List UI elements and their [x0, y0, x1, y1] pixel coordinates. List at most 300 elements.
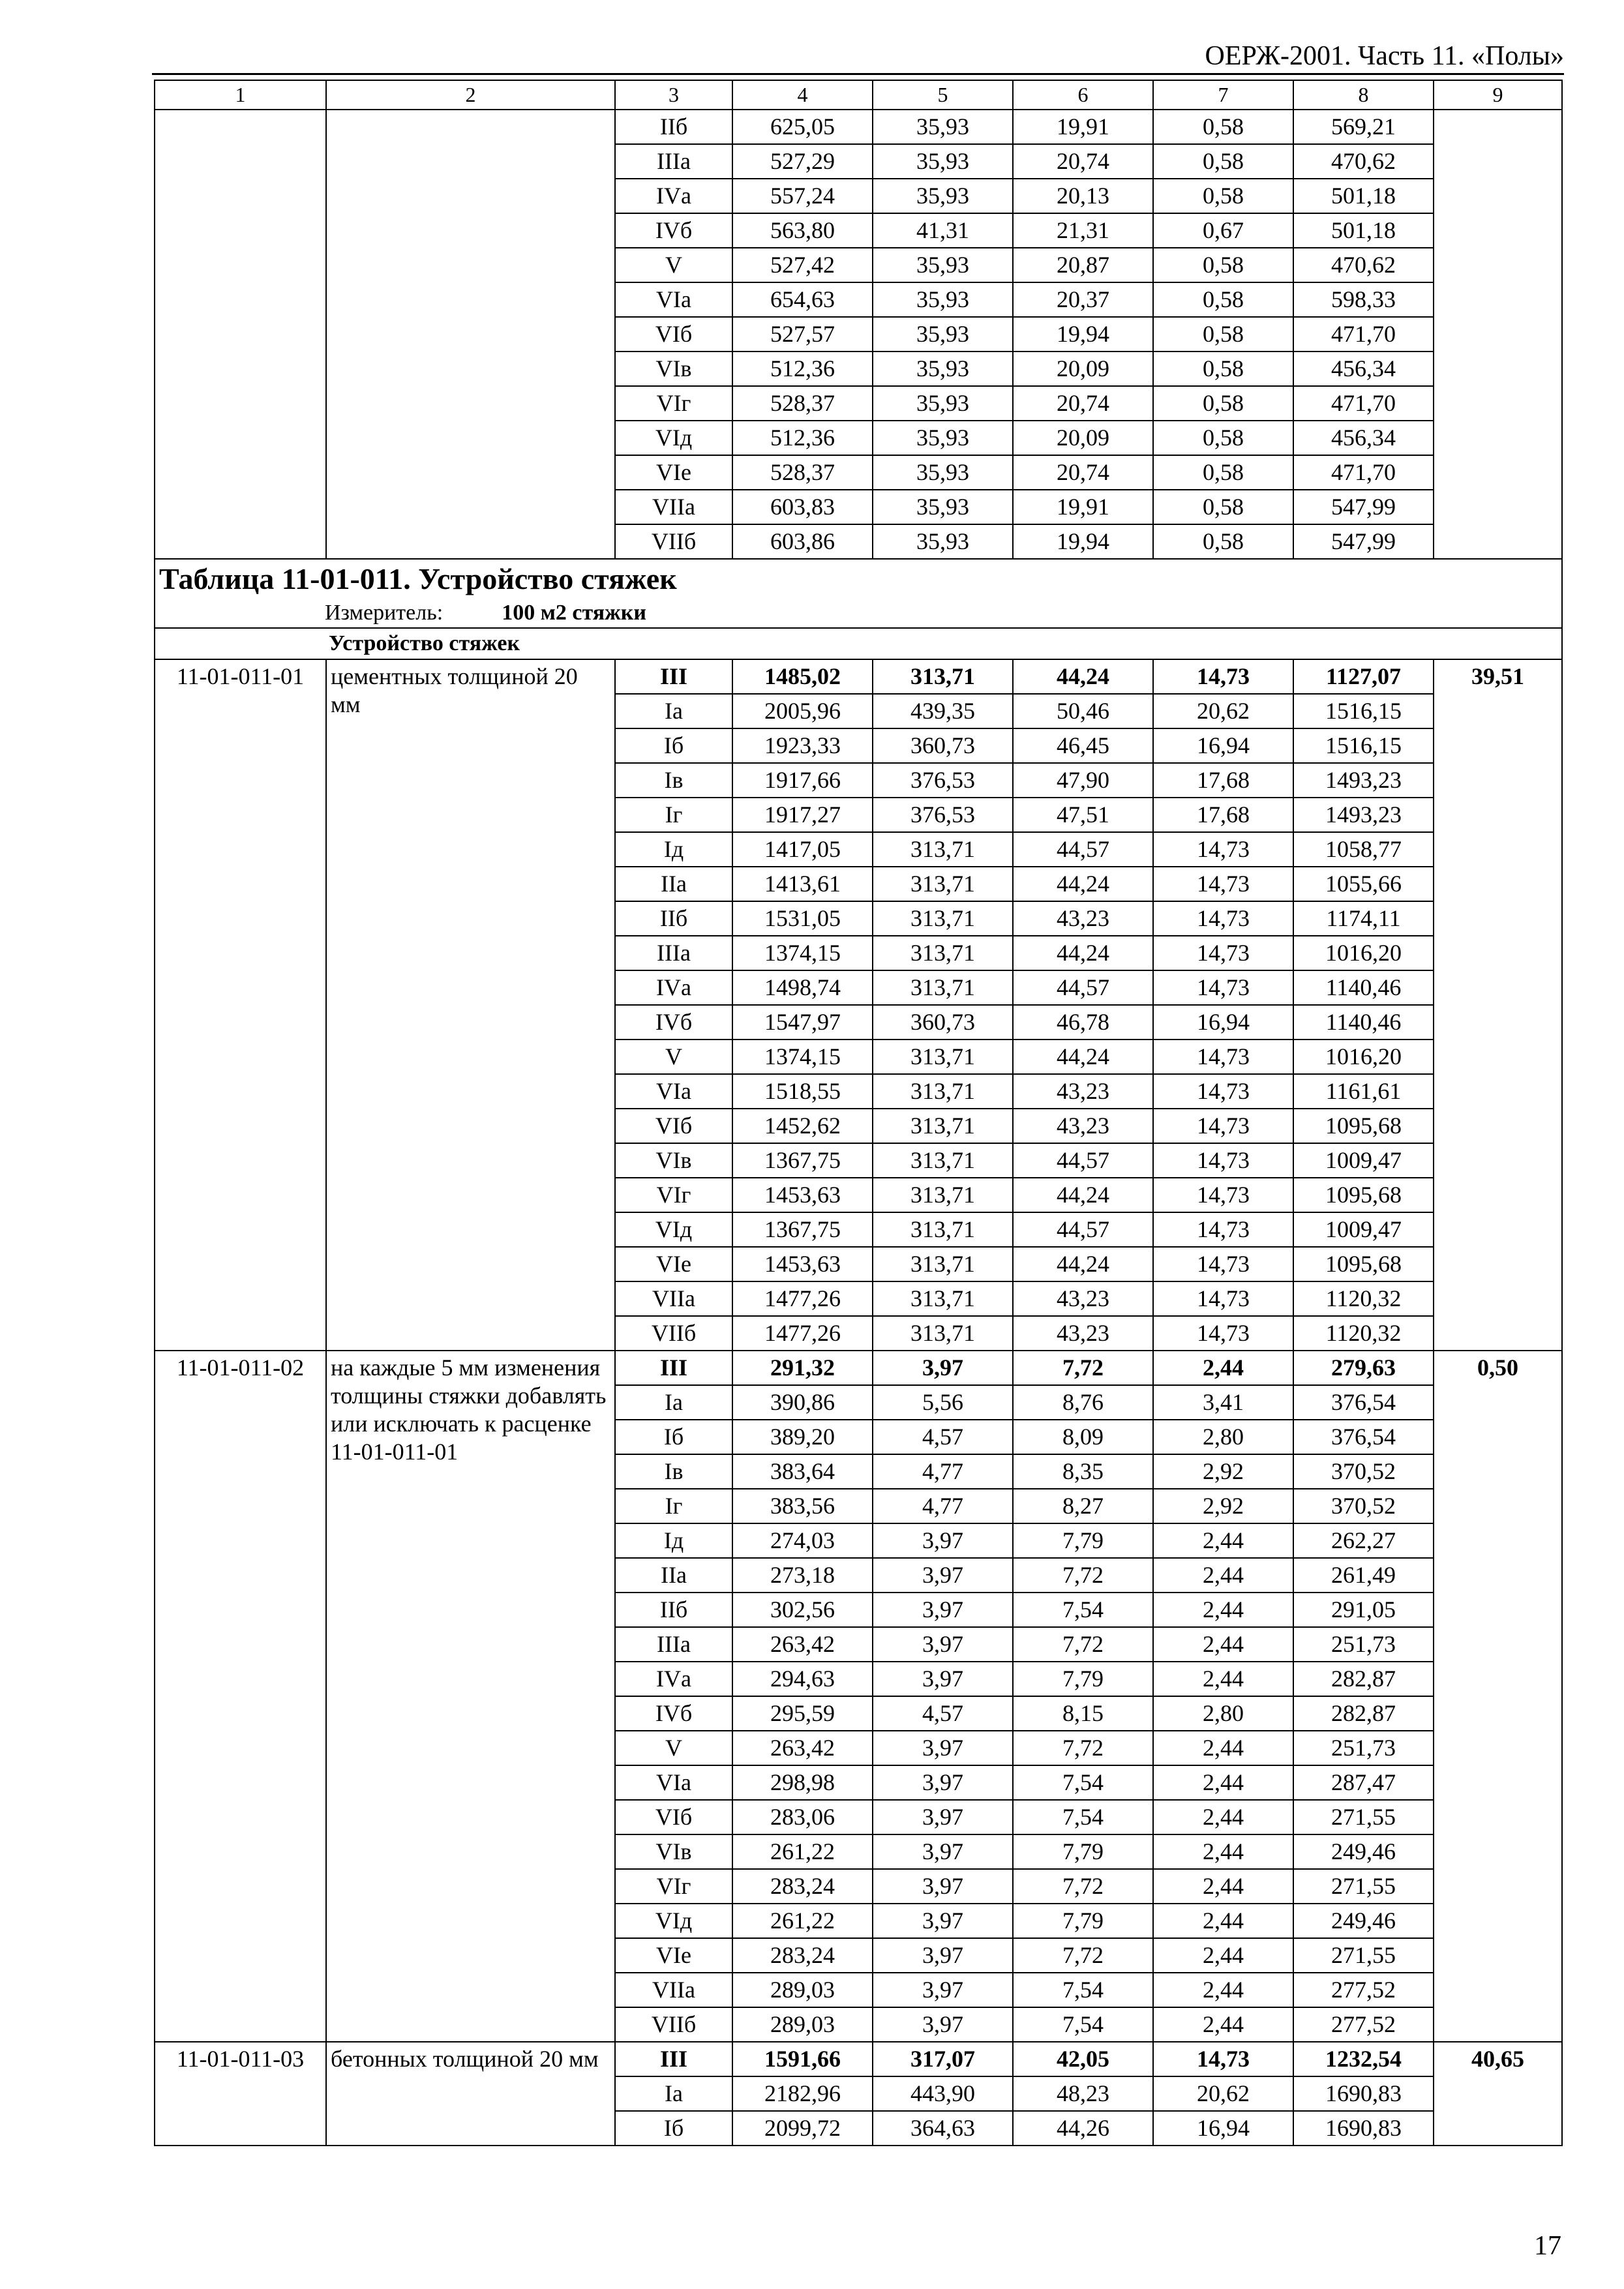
value-cell: 14,73	[1153, 659, 1293, 694]
value-cell: 7,72	[1013, 1731, 1153, 1765]
value-cell: 8,15	[1013, 1696, 1153, 1731]
value-cell: 1498,74	[732, 970, 873, 1005]
value-cell: 20,09	[1013, 421, 1153, 455]
zone-cell: VIа	[615, 1765, 732, 1800]
value-cell: 0,58	[1153, 144, 1293, 179]
value-cell: 2,44	[1153, 1869, 1293, 1904]
value-cell: 35,93	[873, 248, 1013, 282]
value-cell: 283,06	[732, 1800, 873, 1834]
value-cell: 1374,15	[732, 1040, 873, 1074]
rate-code: 11-01-011-03	[155, 2042, 326, 2146]
value-cell: 654,63	[732, 282, 873, 317]
value-cell: 14,73	[1153, 1074, 1293, 1109]
value-cell: 0,58	[1153, 455, 1293, 490]
value-cell: 364,63	[873, 2111, 1013, 2146]
value-cell: 456,34	[1293, 352, 1434, 386]
value-cell: 287,47	[1293, 1765, 1434, 1800]
zone-cell: VIIа	[615, 490, 732, 524]
column-number-row	[155, 80, 1562, 110]
value-cell: 1493,23	[1293, 763, 1434, 798]
value-cell: 1095,68	[1293, 1109, 1434, 1143]
value-cell: 20,09	[1013, 352, 1153, 386]
value-cell: 313,71	[873, 1281, 1013, 1316]
running-header: ОЕРЖ-2001. Часть 11. «Полы»	[1205, 41, 1564, 71]
column-number: 6	[1013, 80, 1153, 110]
value-cell: 35,93	[873, 317, 1013, 352]
value-cell: 283,24	[732, 1938, 873, 1973]
value-cell: 47,51	[1013, 798, 1153, 832]
value-cell: 1095,68	[1293, 1247, 1434, 1281]
value-cell: 563,80	[732, 213, 873, 248]
value-cell: 0,58	[1153, 386, 1293, 421]
zone-cell: Iб	[615, 728, 732, 763]
value-cell: 2,44	[1153, 1834, 1293, 1869]
value-cell: 249,46	[1293, 1834, 1434, 1869]
value-cell: 14,73	[1153, 1143, 1293, 1178]
zone-cell: Iд	[615, 832, 732, 867]
zone-cell: IVа	[615, 179, 732, 213]
value-cell: 439,35	[873, 694, 1013, 728]
value-cell: 557,24	[732, 179, 873, 213]
value-cell: 471,70	[1293, 455, 1434, 490]
zone-cell: VIг	[615, 1178, 732, 1212]
value-cell: 263,42	[732, 1627, 873, 1662]
zone-cell: VIб	[615, 1109, 732, 1143]
value-cell: 17,68	[1153, 763, 1293, 798]
measure-row	[155, 599, 1562, 628]
zone-cell: V	[615, 1731, 732, 1765]
value-cell: 1453,63	[732, 1247, 873, 1281]
value-cell: 20,74	[1013, 455, 1153, 490]
value-cell: 1917,66	[732, 763, 873, 798]
zone-cell: Iа	[615, 694, 732, 728]
value-cell: 1120,32	[1293, 1316, 1434, 1351]
value-cell: 470,62	[1293, 248, 1434, 282]
value-cell: 313,71	[873, 659, 1013, 694]
value-cell: 1518,55	[732, 1074, 873, 1109]
value-cell: 7,72	[1013, 1351, 1153, 1385]
zone-cell: IVа	[615, 1662, 732, 1696]
value-cell: 3,97	[873, 1523, 1013, 1558]
zone-cell: VIIб	[615, 2007, 732, 2042]
table-title: Таблица 11-01-011. Устройство стяжек	[155, 559, 1562, 599]
value-cell: 1547,97	[732, 1005, 873, 1040]
value-cell: 7,72	[1013, 1627, 1153, 1662]
value-cell: 47,90	[1013, 763, 1153, 798]
value-cell: 14,73	[1153, 936, 1293, 970]
value-cell: 383,64	[732, 1454, 873, 1489]
zone-cell: VIе	[615, 455, 732, 490]
value-cell: 21,31	[1013, 213, 1153, 248]
value-cell: 1591,66	[732, 2042, 873, 2076]
value-cell: 298,98	[732, 1765, 873, 1800]
value-cell: 14,73	[1153, 1316, 1293, 1351]
value-cell: 8,35	[1013, 1454, 1153, 1489]
value-cell: 1917,27	[732, 798, 873, 832]
value-cell: 1923,33	[732, 728, 873, 763]
zone-cell: III	[615, 659, 732, 694]
value-cell: 383,56	[732, 1489, 873, 1523]
value-cell: 279,63	[1293, 1351, 1434, 1385]
value-cell: 1413,61	[732, 867, 873, 901]
measure-value: 100 м2 стяжки	[502, 601, 646, 625]
value-cell: 376,53	[873, 763, 1013, 798]
value-cell: 42,05	[1013, 2042, 1153, 2076]
value-cell: 273,18	[732, 1558, 873, 1593]
value-cell: 289,03	[732, 2007, 873, 2042]
labor-cell: 0,50	[1434, 1351, 1562, 2042]
value-cell: 14,73	[1153, 1247, 1293, 1281]
value-cell: 501,18	[1293, 179, 1434, 213]
value-cell: 0,58	[1153, 352, 1293, 386]
value-cell: 20,37	[1013, 282, 1153, 317]
value-cell: 295,59	[732, 1696, 873, 1731]
value-cell: 291,32	[732, 1351, 873, 1385]
zone-cell: VIд	[615, 1904, 732, 1938]
value-cell: 1095,68	[1293, 1178, 1434, 1212]
value-cell: 44,57	[1013, 1212, 1153, 1247]
value-cell: 44,57	[1013, 832, 1153, 867]
value-cell: 44,24	[1013, 936, 1153, 970]
value-cell: 43,23	[1013, 1109, 1153, 1143]
value-cell: 46,45	[1013, 728, 1153, 763]
value-cell: 16,94	[1153, 1005, 1293, 1040]
zone-cell: IIа	[615, 1558, 732, 1593]
value-cell: 16,94	[1153, 2111, 1293, 2146]
value-cell: 263,42	[732, 1731, 873, 1765]
value-cell: 19,94	[1013, 524, 1153, 559]
value-cell: 44,26	[1013, 2111, 1153, 2146]
value-cell: 4,57	[873, 1420, 1013, 1454]
value-cell: 1516,15	[1293, 694, 1434, 728]
value-cell: 44,24	[1013, 867, 1153, 901]
value-cell: 2,92	[1153, 1454, 1293, 1489]
column-number: 8	[1293, 80, 1434, 110]
value-cell: 43,23	[1013, 1316, 1153, 1351]
zone-cell: IIа	[615, 867, 732, 901]
header-rule	[152, 73, 1564, 75]
value-cell: 1485,02	[732, 659, 873, 694]
value-cell: 390,86	[732, 1385, 873, 1420]
rate-code: 11-01-011-01	[155, 659, 326, 1351]
value-cell: 274,03	[732, 1523, 873, 1558]
column-number: 2	[326, 80, 615, 110]
value-cell: 7,54	[1013, 1800, 1153, 1834]
value-cell: 1055,66	[1293, 867, 1434, 901]
value-cell: 528,37	[732, 386, 873, 421]
value-cell: 1690,83	[1293, 2076, 1434, 2111]
value-cell: 1477,26	[732, 1316, 873, 1351]
value-cell: 7,54	[1013, 2007, 1153, 2042]
value-cell: 2099,72	[732, 2111, 873, 2146]
value-cell: 294,63	[732, 1662, 873, 1696]
zone-cell: Iв	[615, 1454, 732, 1489]
value-cell: 547,99	[1293, 490, 1434, 524]
zone-cell: VIв	[615, 1143, 732, 1178]
value-cell: 14,73	[1153, 1281, 1293, 1316]
value-cell: 261,22	[732, 1904, 873, 1938]
zone-cell: V	[615, 1040, 732, 1074]
value-cell: 313,71	[873, 1074, 1013, 1109]
value-cell: 512,36	[732, 352, 873, 386]
zone-cell: Iб	[615, 2111, 732, 2146]
zone-cell: VIIб	[615, 1316, 732, 1351]
zone-cell: Iд	[615, 1523, 732, 1558]
value-cell: 313,71	[873, 1040, 1013, 1074]
value-cell: 7,54	[1013, 1973, 1153, 2007]
zone-cell: VIIа	[615, 1281, 732, 1316]
value-cell: 20,74	[1013, 386, 1153, 421]
value-cell: 282,87	[1293, 1696, 1434, 1731]
labor-cell: 40,65	[1434, 2042, 1562, 2146]
rate-code: 11-01-011-02	[155, 1351, 326, 2042]
value-cell: 4,77	[873, 1489, 1013, 1523]
value-cell: 3,97	[873, 1662, 1013, 1696]
value-cell: 313,71	[873, 936, 1013, 970]
value-cell: 3,97	[873, 1938, 1013, 1973]
zone-cell: IVб	[615, 1696, 732, 1731]
value-cell: 389,20	[732, 1420, 873, 1454]
value-cell: 44,57	[1013, 1143, 1153, 1178]
value-cell: 261,49	[1293, 1558, 1434, 1593]
value-cell: 471,70	[1293, 317, 1434, 352]
value-cell: 547,99	[1293, 524, 1434, 559]
value-cell: 19,91	[1013, 490, 1153, 524]
value-cell: 501,18	[1293, 213, 1434, 248]
value-cell: 44,24	[1013, 1178, 1153, 1212]
value-cell: 313,71	[873, 1178, 1013, 1212]
value-cell: 1009,47	[1293, 1212, 1434, 1247]
value-cell: 2,44	[1153, 1731, 1293, 1765]
value-cell: 527,42	[732, 248, 873, 282]
table-row	[155, 110, 1562, 144]
value-cell: 313,71	[873, 1143, 1013, 1178]
value-cell: 598,33	[1293, 282, 1434, 317]
value-cell: 1120,32	[1293, 1281, 1434, 1316]
value-cell: 44,24	[1013, 659, 1153, 694]
value-cell: 14,73	[1153, 2042, 1293, 2076]
value-cell: 7,79	[1013, 1834, 1153, 1869]
value-cell: 3,97	[873, 2007, 1013, 2042]
value-cell: 3,97	[873, 1800, 1013, 1834]
value-cell: 291,05	[1293, 1593, 1434, 1627]
value-cell: 360,73	[873, 1005, 1013, 1040]
value-cell: 3,41	[1153, 1385, 1293, 1420]
value-cell: 262,27	[1293, 1523, 1434, 1558]
zone-cell: IIIа	[615, 1627, 732, 1662]
zone-cell: VIв	[615, 1834, 732, 1869]
value-cell: 1058,77	[1293, 832, 1434, 867]
value-cell: 3,97	[873, 1731, 1013, 1765]
value-cell: 7,72	[1013, 1938, 1153, 1973]
table-row	[155, 2042, 1562, 2076]
value-cell: 2,80	[1153, 1420, 1293, 1454]
value-cell: 20,62	[1153, 2076, 1293, 2111]
value-cell: 3,97	[873, 1973, 1013, 2007]
value-cell: 2,44	[1153, 1765, 1293, 1800]
value-cell: 8,09	[1013, 1420, 1153, 1454]
value-cell: 1232,54	[1293, 2042, 1434, 2076]
value-cell: 14,73	[1153, 901, 1293, 936]
value-cell: 1009,47	[1293, 1143, 1434, 1178]
zone-cell: IIб	[615, 901, 732, 936]
labor-cell: 39,51	[1434, 659, 1562, 1351]
value-cell: 603,86	[732, 524, 873, 559]
value-cell: 271,55	[1293, 1800, 1434, 1834]
value-cell: 2,44	[1153, 1593, 1293, 1627]
value-cell: 3,97	[873, 1765, 1013, 1800]
value-cell: 0,58	[1153, 248, 1293, 282]
value-cell: 512,36	[732, 421, 873, 455]
value-cell: 2,80	[1153, 1696, 1293, 1731]
value-cell: 313,71	[873, 867, 1013, 901]
price-table	[154, 80, 1563, 2146]
value-cell: 0,58	[1153, 110, 1293, 144]
value-cell: 1016,20	[1293, 936, 1434, 970]
value-cell: 3,97	[873, 1904, 1013, 1938]
zone-cell: VIIб	[615, 524, 732, 559]
value-cell: 14,73	[1153, 1109, 1293, 1143]
extra-cell-empty	[1434, 110, 1562, 559]
value-cell: 1516,15	[1293, 728, 1434, 763]
value-cell: 1453,63	[732, 1178, 873, 1212]
value-cell: 17,68	[1153, 798, 1293, 832]
value-cell: 7,54	[1013, 1765, 1153, 1800]
value-cell: 370,52	[1293, 1489, 1434, 1523]
value-cell: 1161,61	[1293, 1074, 1434, 1109]
column-number: 1	[155, 80, 326, 110]
value-cell: 261,22	[732, 1834, 873, 1869]
value-cell: 35,93	[873, 144, 1013, 179]
value-cell: 2,44	[1153, 1800, 1293, 1834]
value-cell: 0,58	[1153, 179, 1293, 213]
value-cell: 2,44	[1153, 1938, 1293, 1973]
value-cell: 313,71	[873, 1316, 1013, 1351]
column-number: 5	[873, 80, 1013, 110]
value-cell: 14,73	[1153, 1212, 1293, 1247]
description-cell-empty	[326, 110, 615, 559]
value-cell: 41,31	[873, 213, 1013, 248]
zone-cell: VIд	[615, 1212, 732, 1247]
column-number: 3	[615, 80, 732, 110]
value-cell: 376,53	[873, 798, 1013, 832]
value-cell: 2,44	[1153, 1662, 1293, 1696]
value-cell: 313,71	[873, 1109, 1013, 1143]
value-cell: 527,29	[732, 144, 873, 179]
value-cell: 289,03	[732, 1973, 873, 2007]
value-cell: 251,73	[1293, 1627, 1434, 1662]
value-cell: 35,93	[873, 421, 1013, 455]
value-cell: 2005,96	[732, 694, 873, 728]
rate-description: бетонных толщиной 20 мм	[326, 2042, 615, 2146]
value-cell: 1174,11	[1293, 901, 1434, 936]
value-cell: 271,55	[1293, 1938, 1434, 1973]
value-cell: 569,21	[1293, 110, 1434, 144]
measure-label: Измеритель:	[325, 601, 444, 625]
column-number: 7	[1153, 80, 1293, 110]
value-cell: 313,71	[873, 1247, 1013, 1281]
value-cell: 14,73	[1153, 1040, 1293, 1074]
value-cell: 3,97	[873, 1558, 1013, 1593]
value-cell: 20,13	[1013, 179, 1153, 213]
section-title: Устройство стяжек	[155, 628, 1562, 659]
section-row	[155, 628, 1562, 659]
value-cell: 44,24	[1013, 1040, 1153, 1074]
value-cell: 1127,07	[1293, 659, 1434, 694]
value-cell: 317,07	[873, 2042, 1013, 2076]
value-cell: 3,97	[873, 1593, 1013, 1627]
page-number: 17	[1534, 2231, 1561, 2261]
value-cell: 19,91	[1013, 110, 1153, 144]
zone-cell: Iа	[615, 1385, 732, 1420]
value-cell: 376,54	[1293, 1385, 1434, 1420]
value-cell: 20,87	[1013, 248, 1153, 282]
value-cell: 1016,20	[1293, 1040, 1434, 1074]
rate-description: на каждые 5 мм изменения толщины стяжки добавлять или исключать к расценке 11-01-011-01	[326, 1351, 615, 2042]
value-cell: 283,24	[732, 1869, 873, 1904]
zone-cell: III	[615, 2042, 732, 2076]
zone-cell: IIб	[615, 110, 732, 144]
zone-cell: VIIа	[615, 1973, 732, 2007]
value-cell: 35,93	[873, 282, 1013, 317]
value-cell: 1374,15	[732, 936, 873, 970]
value-cell: 16,94	[1153, 728, 1293, 763]
value-cell: 277,52	[1293, 1973, 1434, 2007]
zone-cell: VIа	[615, 282, 732, 317]
value-cell: 456,34	[1293, 421, 1434, 455]
zone-cell: V	[615, 248, 732, 282]
value-cell: 44,24	[1013, 1247, 1153, 1281]
value-cell: 7,54	[1013, 1593, 1153, 1627]
value-cell: 528,37	[732, 455, 873, 490]
value-cell: 43,23	[1013, 1281, 1153, 1316]
value-cell: 35,93	[873, 455, 1013, 490]
value-cell: 2,92	[1153, 1489, 1293, 1523]
zone-cell: VIе	[615, 1938, 732, 1973]
value-cell: 313,71	[873, 832, 1013, 867]
value-cell: 1417,05	[732, 832, 873, 867]
value-cell: 8,76	[1013, 1385, 1153, 1420]
value-cell: 1452,62	[732, 1109, 873, 1143]
value-cell: 0,58	[1153, 490, 1293, 524]
value-cell: 3,97	[873, 1869, 1013, 1904]
value-cell: 50,46	[1013, 694, 1153, 728]
zone-cell: Iа	[615, 2076, 732, 2111]
value-cell: 20,74	[1013, 144, 1153, 179]
value-cell: 14,73	[1153, 832, 1293, 867]
value-cell: 277,52	[1293, 2007, 1434, 2042]
zone-cell: Iг	[615, 1489, 732, 1523]
zone-cell: IVб	[615, 213, 732, 248]
zone-cell: VIе	[615, 1247, 732, 1281]
zone-cell: Iг	[615, 798, 732, 832]
value-cell: 2,44	[1153, 2007, 1293, 2042]
zone-cell: IIIа	[615, 936, 732, 970]
value-cell: 7,79	[1013, 1904, 1153, 1938]
value-cell: 1140,46	[1293, 1005, 1434, 1040]
value-cell: 8,27	[1013, 1489, 1153, 1523]
value-cell: 35,93	[873, 490, 1013, 524]
value-cell: 527,57	[732, 317, 873, 352]
zone-cell: VIб	[615, 1800, 732, 1834]
value-cell: 313,71	[873, 901, 1013, 936]
value-cell: 3,97	[873, 1627, 1013, 1662]
zone-cell: VIб	[615, 317, 732, 352]
value-cell: 3,97	[873, 1834, 1013, 1869]
value-cell: 313,71	[873, 970, 1013, 1005]
value-cell: 1477,26	[732, 1281, 873, 1316]
column-number: 9	[1434, 80, 1562, 110]
